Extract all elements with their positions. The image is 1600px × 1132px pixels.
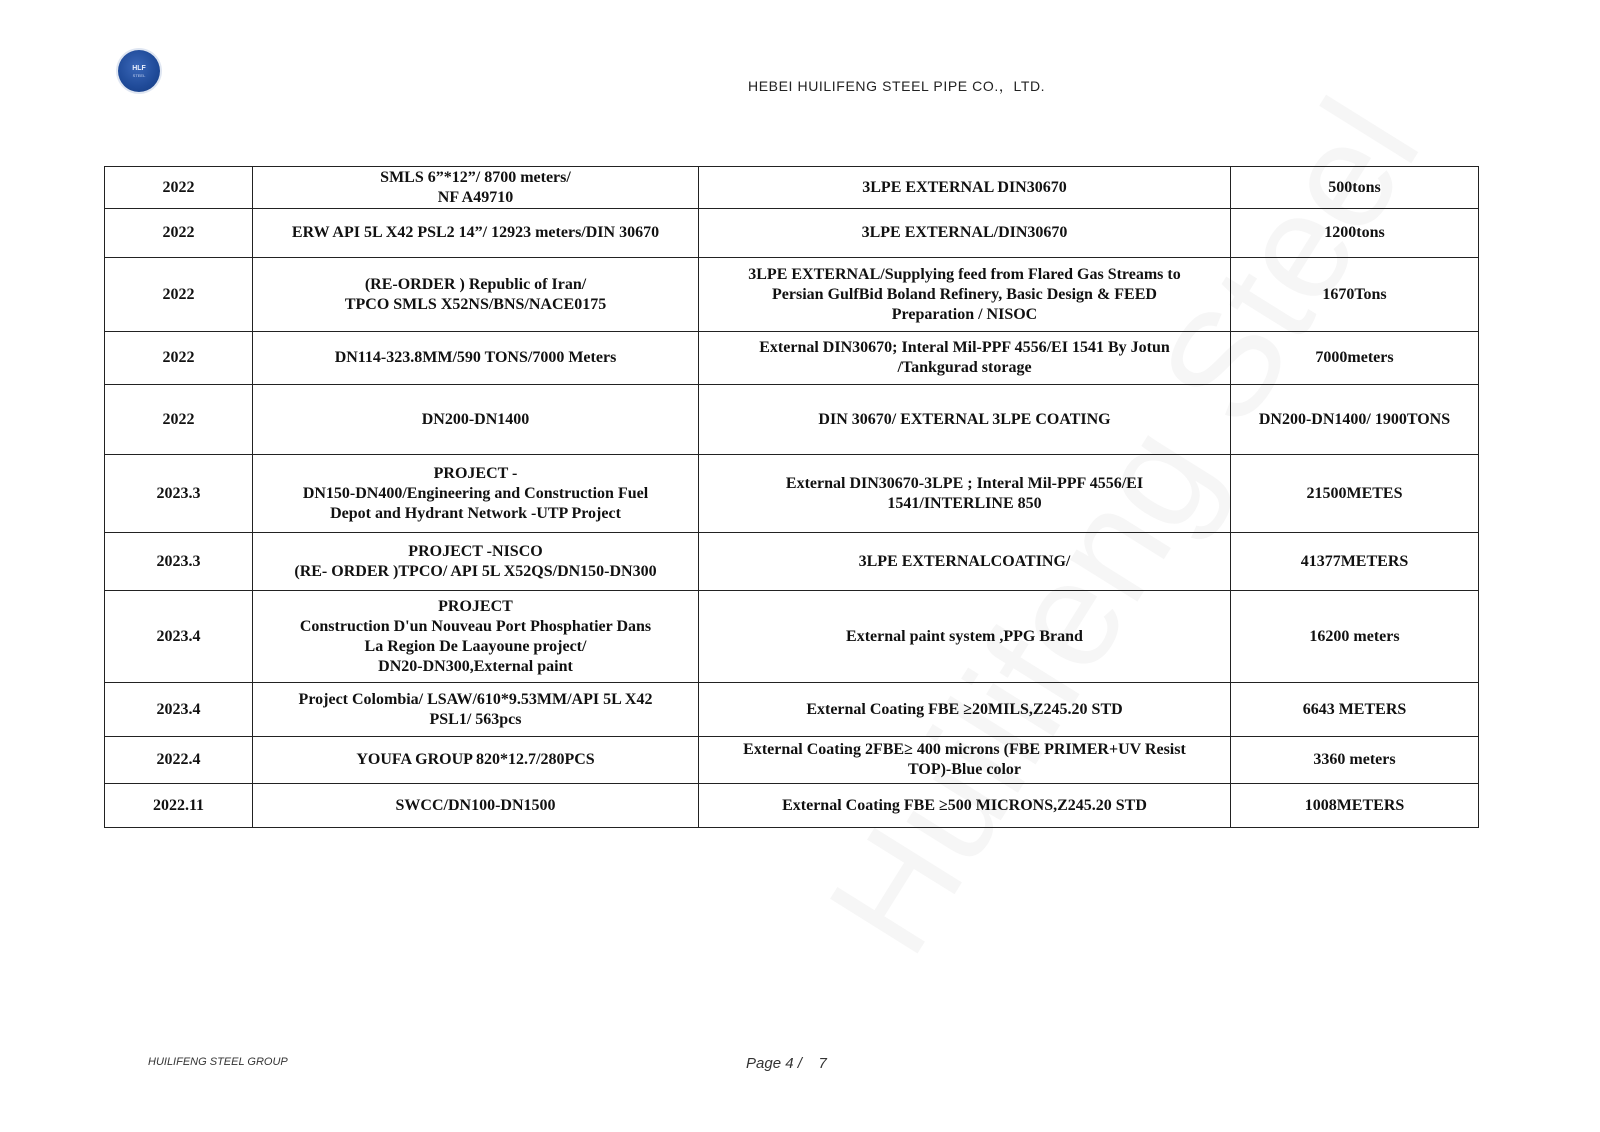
project-cell: PROJECT -NISCO (RE- ORDER )TPCO/ API 5L X52QS/DN150-DN300 — [253, 533, 699, 591]
coating-cell: External DIN30670-3LPE ; Interal Mil-PPF 4556/EI 1541/INTERLINE 850 — [699, 455, 1231, 533]
year-cell: 2022 — [105, 385, 253, 455]
coating-cell: External DIN30670; Interal Mil-PPF 4556/EI 1541 By Jotun /Tankgurad storage — [699, 332, 1231, 385]
table-row — [105, 332, 1479, 385]
year-cell: 2022 — [105, 258, 253, 332]
table-row — [105, 455, 1479, 533]
quantity-cell: 1670Tons — [1231, 258, 1479, 332]
quantity-cell: 41377METERS — [1231, 533, 1479, 591]
table-row — [105, 258, 1479, 332]
year-cell: 2022.11 — [105, 784, 253, 828]
coating-cell: External Coating 2FBE≥ 400 microns (FBE PRIMER+UV Resist TOP)-Blue color — [699, 737, 1231, 784]
project-cell: (RE-ORDER ) Republic of Iran/ TPCO SMLS X52NS/BNS/NACE0175 — [253, 258, 699, 332]
year-cell: 2023.3 — [105, 455, 253, 533]
table-row — [105, 167, 1479, 209]
year-cell: 2022 — [105, 332, 253, 385]
project-table — [104, 166, 1479, 828]
coating-cell: 3LPE EXTERNAL DIN30670 — [699, 167, 1231, 209]
table-row — [105, 533, 1479, 591]
quantity-cell: 500tons — [1231, 167, 1479, 209]
table-row — [105, 385, 1479, 455]
page-number: Page 4 / 7 — [746, 1055, 827, 1072]
coating-cell: 3LPE EXTERNAL/DIN30670 — [699, 209, 1231, 258]
quantity-cell: 1200tons — [1231, 209, 1479, 258]
year-cell: 2022.4 — [105, 737, 253, 784]
year-cell: 2023.4 — [105, 591, 253, 683]
coating-cell: 3LPE EXTERNAL/Supplying feed from Flared Gas Streams to Persian GulfBid Boland Refinery, Basic Design & FEED Preparation / NISOC — [699, 258, 1231, 332]
quantity-cell: 21500METES — [1231, 455, 1479, 533]
year-cell: 2022 — [105, 209, 253, 258]
project-cell: DN114-323.8MM/590 TONS/7000 Meters — [253, 332, 699, 385]
year-cell: 2022 — [105, 167, 253, 209]
quantity-cell: DN200-DN1400/ 1900TONS — [1231, 385, 1479, 455]
table-row — [105, 683, 1479, 737]
coating-cell: 3LPE EXTERNALCOATING/ — [699, 533, 1231, 591]
table-row — [105, 591, 1479, 683]
quantity-cell: 1008METERS — [1231, 784, 1479, 828]
coating-cell: External Coating FBE ≥500 MICRONS,Z245.20 STD — [699, 784, 1231, 828]
project-cell: PROJECT Construction D'un Nouveau Port Phosphatier Dans La Region De Laayoune project/ DN20-DN300,External paint — [253, 591, 699, 683]
coating-cell: External Coating FBE ≥20MILS,Z245.20 STD — [699, 683, 1231, 737]
project-cell: SMLS 6”*12”/ 8700 meters/ NF A49710 — [253, 167, 699, 209]
project-cell: DN200-DN1400 — [253, 385, 699, 455]
year-cell: 2023.4 — [105, 683, 253, 737]
table-row — [105, 737, 1479, 784]
quantity-cell: 3360 meters — [1231, 737, 1479, 784]
quantity-cell: 6643 METERS — [1231, 683, 1479, 737]
footer-group-name: HUILIFENG STEEL GROUP — [148, 1056, 288, 1068]
quantity-cell: 7000meters — [1231, 332, 1479, 385]
company-name: HEBEI HUILIFENG STEEL PIPE CO.，LTD. — [748, 78, 1046, 94]
logo-text: HLF — [132, 64, 146, 72]
company-logo — [118, 50, 160, 92]
project-cell: SWCC/DN100-DN1500 — [253, 784, 699, 828]
project-cell: PROJECT - DN150-DN400/Engineering and Construction Fuel Depot and Hydrant Network -UTP Project — [253, 455, 699, 533]
coating-cell: External paint system ,PPG Brand — [699, 591, 1231, 683]
project-cell: ERW API 5L X42 PSL2 14”/ 12923 meters/DIN 30670 — [253, 209, 699, 258]
project-cell: Project Colombia/ LSAW/610*9.53MM/API 5L X42 PSL1/ 563pcs — [253, 683, 699, 737]
year-cell: 2023.3 — [105, 533, 253, 591]
table-row — [105, 209, 1479, 258]
logo-subtext: STEEL — [132, 72, 146, 78]
project-cell: YOUFA GROUP 820*12.7/280PCS — [253, 737, 699, 784]
coating-cell: DIN 30670/ EXTERNAL 3LPE COATING — [699, 385, 1231, 455]
table-row — [105, 784, 1479, 828]
quantity-cell: 16200 meters — [1231, 591, 1479, 683]
